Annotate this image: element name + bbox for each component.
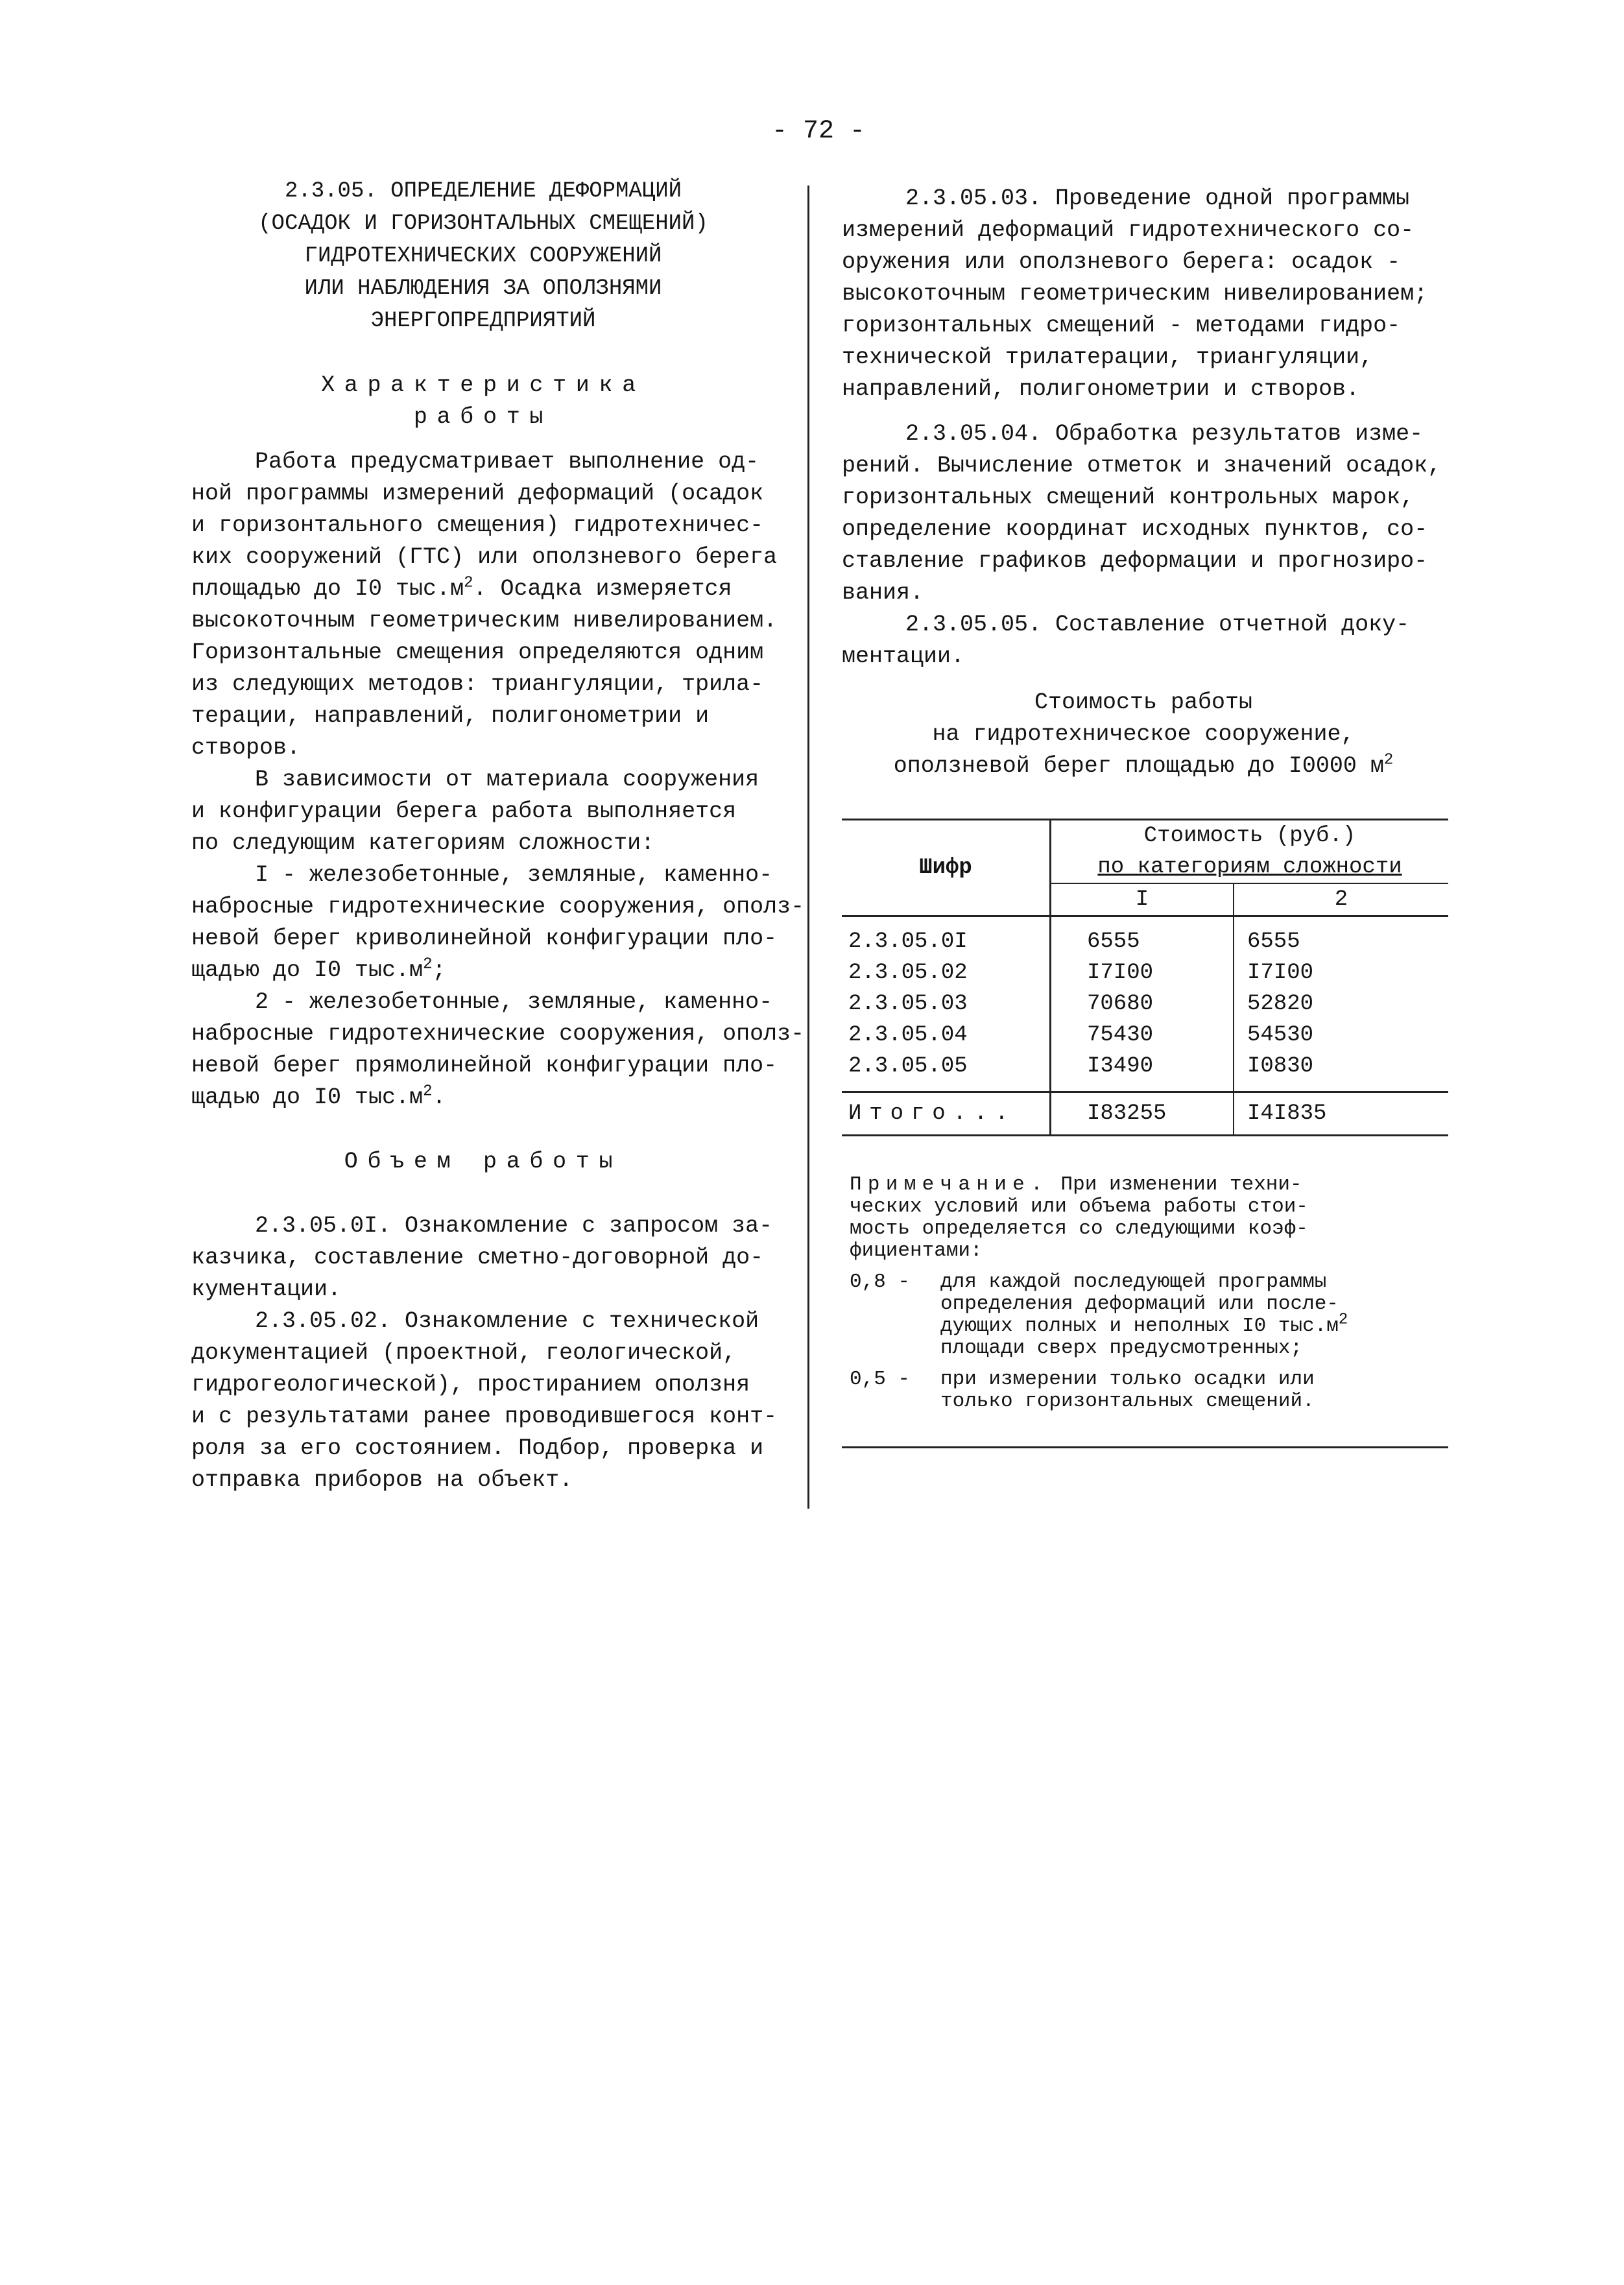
caption-line: на гидротехническое сооружение, bbox=[932, 721, 1355, 747]
page-number: - 72 - bbox=[772, 117, 866, 146]
cell-cat1: 75430 bbox=[1051, 1020, 1234, 1051]
note-line: определения деформаций или после- bbox=[940, 1293, 1339, 1315]
text-line: технической трилатерации, триангуляции, bbox=[842, 344, 1374, 370]
table-row bbox=[842, 916, 1448, 958]
text-line: роля за его состоянием. Подбор, проверка и bbox=[191, 1435, 764, 1461]
text-line: ной программы измерений деформаций (осадок bbox=[191, 481, 764, 507]
text-line: документацией (проектной, геологической, bbox=[191, 1340, 737, 1366]
text-line: и с результатами ранее проводившегося конт- bbox=[191, 1404, 778, 1430]
table-header-row bbox=[842, 820, 1448, 884]
text-line: невой берег прямолинейной конфигурации пло- bbox=[191, 1053, 778, 1079]
text-fragment: . Осадка измеряется bbox=[473, 576, 732, 602]
text-line: направлений, полигонометрии и створов. bbox=[842, 376, 1360, 402]
table-row bbox=[842, 1051, 1448, 1092]
header-cipher: Шифр bbox=[842, 820, 1051, 916]
note-line bbox=[940, 1311, 1453, 1337]
cell-total-cat1: I83255 bbox=[1051, 1092, 1234, 1136]
superscript: 2 bbox=[423, 955, 433, 974]
coefficient-value: 0,5 - bbox=[850, 1368, 911, 1391]
cell-code: 2.3.05.04 bbox=[842, 1020, 1051, 1051]
cell-cat2: I7I00 bbox=[1247, 961, 1314, 985]
text-line: ставление графиков деформации и прогнозиро- bbox=[842, 548, 1428, 574]
text-line bbox=[191, 1082, 775, 1114]
table-note bbox=[850, 1174, 1453, 1413]
table-caption bbox=[842, 687, 1445, 782]
superscript: 2 bbox=[1338, 1311, 1348, 1329]
text-line: вания. bbox=[842, 580, 924, 606]
title-line: (ОСАДОК И ГОРИЗОНТАЛЬНЫХ СМЕЩЕНИЙ) bbox=[258, 211, 708, 236]
text-line: 2.3.05.0I. Ознакомление с запросом за- bbox=[255, 1213, 773, 1239]
heading-line: работы bbox=[413, 404, 553, 430]
superscript: 2 bbox=[464, 574, 473, 592]
note-line: для каждой последующей программы bbox=[940, 1271, 1327, 1293]
paragraph-work-description bbox=[191, 446, 778, 764]
text-fragment: площадью до I0 тыс.м bbox=[191, 576, 464, 602]
text-line: из следующих методов: триангуляции, трила- bbox=[191, 671, 764, 697]
caption-line bbox=[842, 750, 1445, 782]
text-line: 2.3.05.02. Ознакомление с технической bbox=[255, 1308, 759, 1334]
text-fragment: оползневой берег площадью до I0000 м bbox=[893, 753, 1384, 779]
text-line: рений. Вычисление отметок и значений осадок, bbox=[842, 453, 1442, 479]
text-line: казчика, составление сметно-договорной до- bbox=[191, 1245, 764, 1271]
superscript: 2 bbox=[423, 1083, 433, 1101]
text-line: и горизонтального смещения) гидротехничес- bbox=[191, 512, 764, 538]
text-fragment: щадью до I0 тыс.м bbox=[191, 957, 424, 983]
text-fragment: дующих полных и неполных I0 тыс.м bbox=[940, 1315, 1339, 1337]
cell-cat1: I7I00 bbox=[1051, 957, 1234, 988]
text-line: высокоточным геометрическим нивелированием. bbox=[191, 608, 778, 634]
text-line: горизонтальных смещений - методами гидро- bbox=[842, 313, 1401, 339]
cost-table bbox=[842, 819, 1448, 1136]
note-line: ческих условий или объема работы стои- bbox=[850, 1195, 1308, 1218]
text-line bbox=[191, 573, 775, 605]
text-fragment: щадью до I0 тыс.м bbox=[191, 1084, 424, 1110]
note-line: площади сверх предусмотренных; bbox=[940, 1337, 1303, 1359]
header-category-1: I bbox=[1051, 883, 1234, 916]
cell-cat1: I3490 bbox=[1051, 1051, 1234, 1092]
text-line: ментации. bbox=[842, 643, 965, 669]
note-line bbox=[850, 1174, 1453, 1196]
text-line: Работа предусматривает выполнение од- bbox=[255, 449, 759, 475]
caption-line: Стоимость работы bbox=[1034, 689, 1253, 715]
text-line: набросные гидротехнические сооружения, ополз- bbox=[191, 1021, 805, 1047]
text-fragment: ; bbox=[432, 957, 446, 983]
coefficient-item bbox=[850, 1271, 1453, 1359]
text-line: створов. bbox=[191, 735, 301, 761]
note-line: мость определяется со следующими коэф- bbox=[850, 1217, 1308, 1240]
cell-cat2: 52820 bbox=[1247, 992, 1314, 1016]
title-line: ЭНЕРГОПРЕДПРИЯТИЙ bbox=[370, 309, 596, 333]
text-line: оружения или оползневого берега: осадок - bbox=[842, 249, 1401, 275]
text-line: Горизонтальные смещения определяются одним bbox=[191, 640, 764, 665]
coefficient-description bbox=[940, 1271, 1453, 1359]
cell-cat2: 54530 bbox=[1247, 1023, 1314, 1047]
paragraph-2-3-05-01 bbox=[191, 1210, 775, 1306]
text-line: высокоточным геометрическим нивелированием; bbox=[842, 281, 1428, 307]
title-line: ГИДРОТЕХНИЧЕСКИХ СООРУЖЕНИЙ bbox=[304, 244, 662, 269]
text-line: терации, направлений, полигонометрии и bbox=[191, 703, 710, 729]
text-line: I - железобетонные, земляные, каменно- bbox=[255, 862, 773, 888]
cell-code: 2.3.05.02 bbox=[842, 957, 1051, 988]
note-line: фициентами: bbox=[850, 1239, 983, 1262]
text-line: отправка приборов на объект. bbox=[191, 1467, 573, 1493]
header-cost-line: по категориям сложности bbox=[1097, 855, 1402, 879]
text-line: В зависимости от материала сооружения bbox=[255, 767, 759, 793]
text-line: 2.3.05.03. Проведение одной программы bbox=[905, 185, 1410, 211]
header-cost-line: Стоимость (руб.) bbox=[1143, 824, 1356, 848]
paragraph-2-3-05-03 bbox=[842, 183, 1445, 405]
text-line: и конфигурации берега работа выполняется bbox=[191, 798, 737, 824]
text-line: горизонтальных смещений контрольных марок, bbox=[842, 485, 1415, 510]
characteristic-heading bbox=[191, 370, 775, 433]
header-category-2: 2 bbox=[1234, 883, 1448, 916]
note-bottom-rule bbox=[842, 1446, 1448, 1448]
text-line: 2 - железобетонные, земляные, каменно- bbox=[255, 989, 773, 1015]
paragraph-category-1 bbox=[191, 859, 805, 987]
heading-line: Характеристика bbox=[321, 372, 645, 398]
cell-cat1: 6555 bbox=[1051, 916, 1234, 958]
note-label: Примечание. bbox=[850, 1173, 1049, 1196]
cell-cat2: 6555 bbox=[1247, 929, 1300, 954]
text-line: набросные гидротехнические сооружения, ополз- bbox=[191, 894, 805, 920]
cell-total-cat2: I4I835 bbox=[1234, 1092, 1448, 1136]
cell-code: 2.3.05.05 bbox=[842, 1051, 1051, 1092]
coefficient-description bbox=[940, 1369, 1453, 1413]
text-fragment: . bbox=[432, 1084, 446, 1110]
left-column bbox=[191, 175, 805, 1496]
right-column bbox=[842, 183, 1445, 782]
text-line: ких сооружений (ГТС) или оползневого берега bbox=[191, 544, 778, 570]
title-line: ИЛИ НАБЛЮДЕНИЯ ЗА ОПОЛЗНЯМИ bbox=[304, 276, 662, 301]
text-line: по следующим категориям сложности: bbox=[191, 830, 655, 856]
text-line: 2.3.05.04. Обработка результатов изме- bbox=[905, 421, 1424, 447]
text-line: гидрогеологической), простиранием оползня bbox=[191, 1372, 750, 1398]
cell-cat2: I0830 bbox=[1247, 1054, 1314, 1079]
text-line: 2.3.05.05. Составление отчетной доку- bbox=[905, 612, 1410, 638]
paragraph-category-2 bbox=[191, 987, 805, 1114]
table-row bbox=[842, 988, 1448, 1020]
volume-heading: Объем работы bbox=[344, 1149, 623, 1175]
text-line: определение координат исходных пунктов, со- bbox=[842, 516, 1428, 542]
cell-cat1: 70680 bbox=[1051, 988, 1234, 1020]
column-divider bbox=[807, 185, 809, 1509]
coefficient-value: 0,8 - bbox=[850, 1271, 911, 1293]
section-title bbox=[191, 175, 775, 337]
superscript: 2 bbox=[1383, 751, 1394, 769]
note-line: только горизонтальных смещений. bbox=[940, 1390, 1315, 1413]
header-cost bbox=[1051, 820, 1449, 884]
cell-code: 2.3.05.0I bbox=[842, 916, 1051, 958]
text-line: кументации. bbox=[191, 1276, 342, 1302]
table-total-row bbox=[842, 1092, 1448, 1136]
table-row bbox=[842, 957, 1448, 988]
paragraph-2-3-05-05 bbox=[842, 609, 1445, 673]
text-fragment: При изменении техни- bbox=[1048, 1173, 1302, 1196]
text-line: измерений деформаций гидротехнического со- bbox=[842, 217, 1415, 243]
text-line bbox=[191, 955, 775, 987]
cell-code: 2.3.05.03 bbox=[842, 988, 1051, 1020]
cell-total-label: Итого... bbox=[842, 1092, 1051, 1136]
paragraph-categories bbox=[191, 764, 775, 859]
paragraph-2-3-05-04 bbox=[842, 418, 1445, 609]
text-line: невой берег криволинейной конфигурации пло- bbox=[191, 926, 778, 951]
note-line: при измерении только осадки или bbox=[940, 1368, 1315, 1391]
title-line: 2.3.05. ОПРЕДЕЛЕНИЕ ДЕФОРМАЦИЙ bbox=[284, 179, 682, 204]
paragraph-2-3-05-02 bbox=[191, 1306, 778, 1496]
coefficient-item bbox=[850, 1369, 1453, 1413]
table-row bbox=[842, 1020, 1448, 1051]
